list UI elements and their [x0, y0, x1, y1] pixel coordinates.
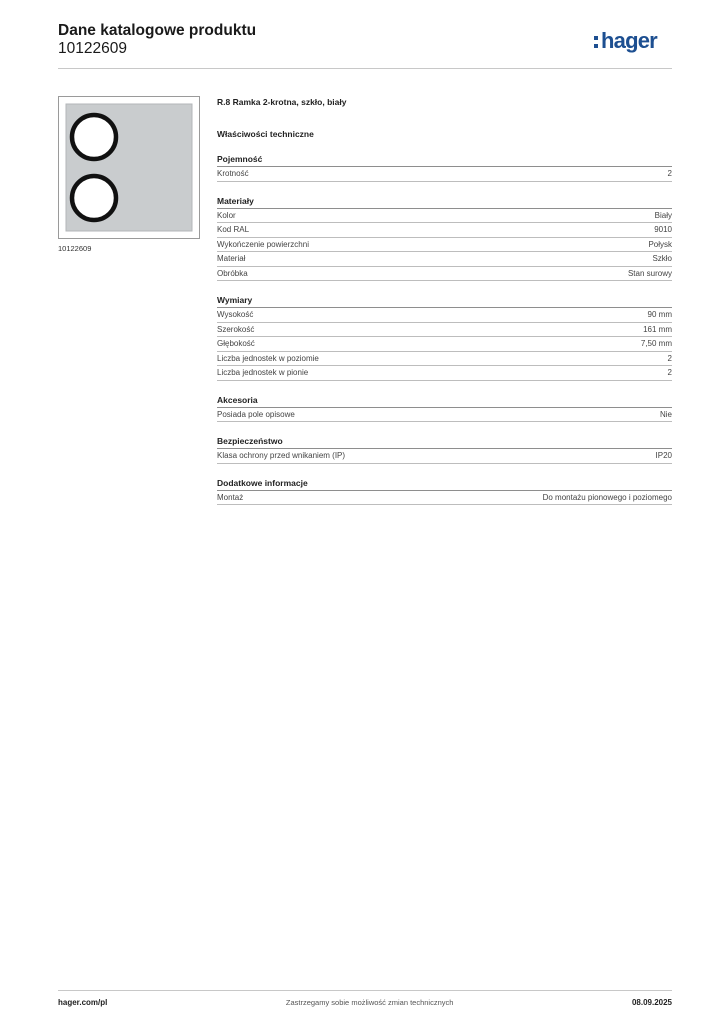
group-title: Pojemność — [217, 154, 672, 167]
hager-logo — [592, 24, 672, 58]
group-title: Materiały — [217, 196, 672, 209]
spec-value: Nie — [659, 409, 672, 419]
product-title: R.8 Ramka 2-krotna, szkło, biały — [217, 97, 347, 107]
image-caption: 10122609 — [58, 244, 92, 253]
socket-ring-top — [72, 115, 116, 159]
spec-label: Krotność — [217, 169, 249, 179]
group-title: Dodatkowe informacje — [217, 478, 672, 491]
group-accessories — [217, 395, 672, 423]
spec-value: 9010 — [654, 225, 672, 235]
spec-label: Posiada pole opisowe — [217, 409, 295, 419]
spec-row — [217, 267, 672, 282]
spec-value: 161 mm — [643, 324, 672, 334]
spec-row — [217, 223, 672, 238]
group-capacity — [217, 154, 672, 182]
spec-row — [217, 323, 672, 338]
product-details — [217, 96, 672, 505]
spec-label: Klasa ochrony przed wnikaniem (IP) — [217, 451, 346, 461]
spec-value: IP20 — [655, 451, 672, 461]
spec-label: Liczba jednostek w pionie — [217, 368, 309, 378]
spec-value: Szkło — [652, 254, 672, 264]
logo-wordmark: hager — [601, 28, 657, 53]
group-title: Akcesoria — [217, 395, 672, 408]
spec-value: Stan surowy — [627, 268, 672, 278]
spec-value: Połysk — [648, 239, 672, 249]
product-number: 10122609 — [58, 40, 127, 57]
page-title: Dane katalogowe produktu — [58, 22, 257, 39]
spec-label: Liczba jednostek w poziomie — [217, 353, 319, 363]
logo-dot-top — [594, 36, 598, 40]
frame-illustration — [59, 97, 199, 238]
group-safety — [217, 436, 672, 464]
spec-label: Wysokość — [217, 310, 254, 320]
spec-value: 7,50 mm — [640, 339, 672, 349]
spec-value: 90 mm — [647, 310, 672, 320]
group-title: Bezpieczeństwo — [217, 436, 672, 449]
spec-label: Szerokość — [217, 324, 255, 334]
spec-row — [217, 449, 672, 464]
spec-row — [217, 238, 672, 253]
spec-value: 2 — [667, 368, 672, 378]
group-dimensions — [217, 295, 672, 381]
group-materials — [217, 196, 672, 282]
spec-row — [217, 491, 672, 506]
footer-divider — [58, 990, 672, 991]
spec-value: 2 — [667, 353, 672, 363]
spec-value: 2 — [667, 169, 672, 179]
spec-label: Kod RAL — [217, 225, 250, 235]
product-image — [58, 96, 200, 239]
spec-row — [217, 337, 672, 352]
header-divider — [58, 68, 672, 69]
spec-row — [217, 167, 672, 182]
spec-label: Montaż — [217, 492, 244, 502]
footer-date: 08.09.2025 — [631, 998, 672, 1007]
spec-row — [217, 252, 672, 267]
spec-label: Kolor — [217, 210, 236, 220]
spec-value: Do montażu pionowego i poziomego — [542, 492, 672, 502]
spec-value: Biały — [654, 210, 672, 220]
spec-row — [217, 352, 672, 367]
spec-row — [217, 308, 672, 323]
spec-label: Głębokość — [217, 339, 255, 349]
spec-label: Obróbka — [217, 268, 248, 278]
section-heading: Właściwości techniczne — [217, 129, 314, 139]
spec-label: Materiał — [217, 254, 246, 264]
footer-website-link[interactable]: hager.com/pl — [58, 998, 108, 1007]
group-additional-info — [217, 478, 672, 506]
spec-row — [217, 209, 672, 224]
spec-row — [217, 366, 672, 381]
footer-disclaimer: Zastrzegamy sobie możliwość zmian technicznych — [285, 998, 454, 1007]
socket-ring-bottom — [72, 176, 116, 220]
logo-dot-bottom — [594, 44, 598, 48]
footer — [58, 998, 672, 1007]
spec-row — [217, 408, 672, 423]
spec-label: Wykończenie powierzchni — [217, 239, 309, 249]
group-title: Wymiary — [217, 295, 672, 308]
